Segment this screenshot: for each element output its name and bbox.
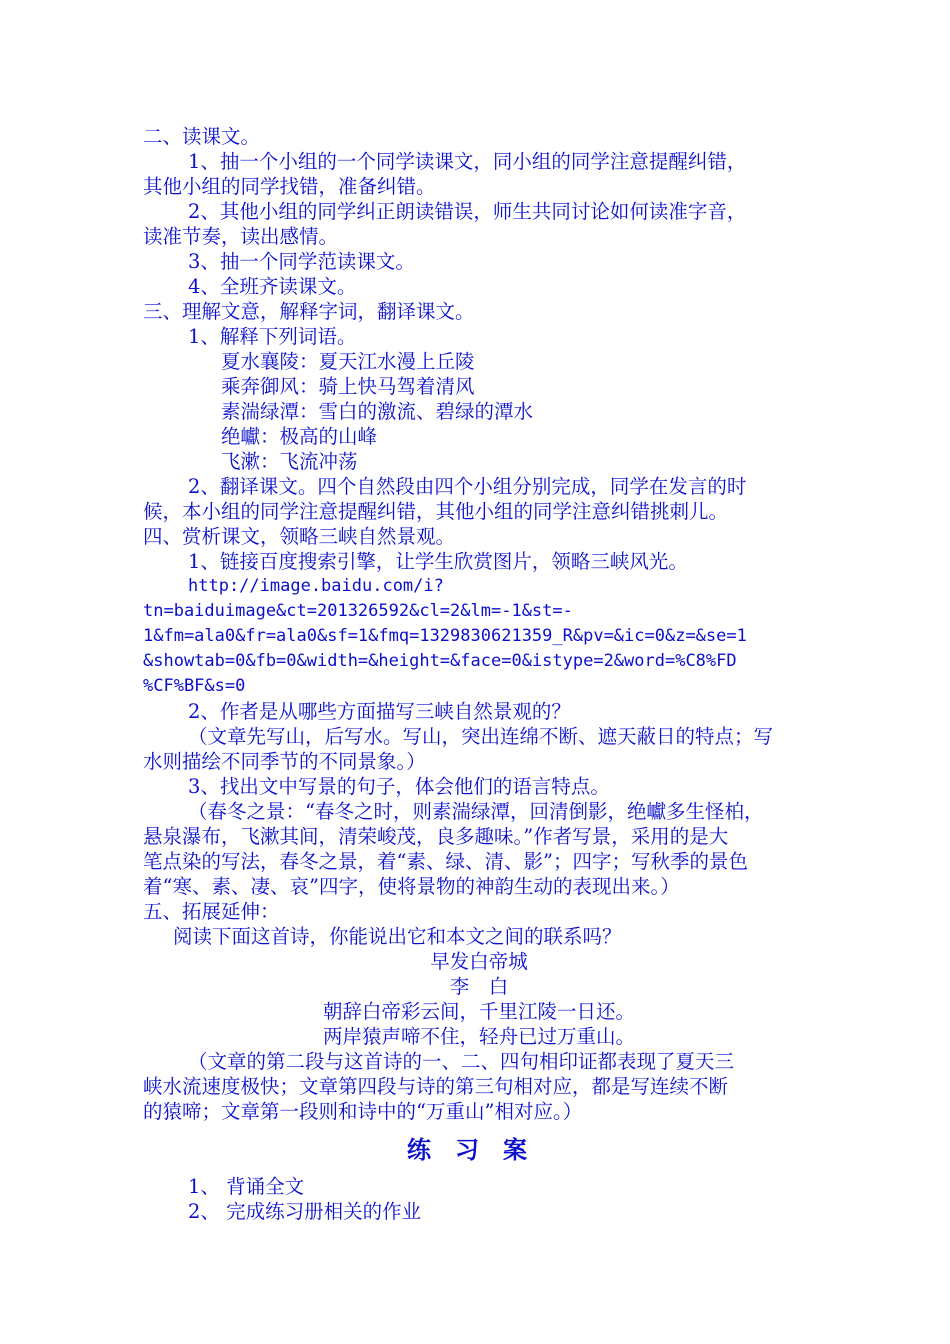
paragraph-line: 2、作者是从哪些方面描写三峡自然景观的？ bbox=[188, 700, 571, 723]
paragraph-line: 1、抽一个小组的一个同学读课文，同小组的同学注意提醒纠错， bbox=[188, 150, 747, 173]
poem-line: 两岸猿声啼不住，轻舟已过万重山。 bbox=[322, 1025, 635, 1048]
link-url-line[interactable]: tn=baiduimage&ct=201326592&cl=2&lm=-1&st=- bbox=[143, 601, 573, 621]
document-body bbox=[143, 124, 815, 1224]
section-heading: 四、赏析课文，领略三峡自然景观。 bbox=[143, 525, 456, 548]
paragraph-line: 3、抽一个同学范读课文。 bbox=[188, 250, 415, 273]
practice-title: 练习案 bbox=[407, 1135, 551, 1164]
paragraph-line: （春冬之景：“春冬之时，则素湍绿潭，回清倒影，绝巘多生怪柏， bbox=[188, 800, 764, 823]
paragraph-line: 的猿啼；文章第一段则和诗中的“万重山”相对应。） bbox=[143, 1100, 583, 1123]
practice-item: 2、 完成练习册相关的作业 bbox=[188, 1200, 422, 1223]
paragraph-line: 水则描绘不同季节的不同景象。） bbox=[143, 750, 426, 773]
paragraph-line: 1、解释下列词语。 bbox=[188, 325, 357, 348]
paragraph-line: 着“寒、素、凄、哀”四字，使将景物的神韵生动的表现出来。） bbox=[143, 875, 680, 898]
practice-item: 1、 背诵全文 bbox=[188, 1175, 305, 1198]
word-definition: 绝巘：极高的山峰 bbox=[221, 425, 378, 448]
poem-title: 早发白帝城 bbox=[430, 950, 528, 973]
word-definition: 飞漱：飞流冲荡 bbox=[221, 450, 358, 473]
link-url-line[interactable]: %CF%BF&s=0 bbox=[143, 676, 246, 696]
poem-line: 朝辞白帝彩云间，千里江陵一日还。 bbox=[322, 1000, 635, 1023]
section-heading: 五、拓展延伸： bbox=[143, 900, 280, 923]
paragraph-line: 笔点染的写法，春冬之景，着“素、绿、清、影”；四字；写秋季的景色 bbox=[143, 850, 748, 873]
word-definition: 乘奔御风：骑上快马驾着清风 bbox=[221, 375, 475, 398]
paragraph-line: 2、其他小组的同学纠正朗读错误，师生共同讨论如何读准字音， bbox=[188, 200, 747, 223]
paragraph-line: （文章的第二段与这首诗的一、二、四句相印证都表现了夏天三 bbox=[188, 1050, 735, 1073]
link-url-line[interactable]: http://image.baidu.com/i? bbox=[188, 576, 444, 596]
paragraph-line: 悬泉瀑布，飞漱其间，清荣峻茂，良多趣味。”作者写景，采用的是大 bbox=[143, 825, 729, 848]
paragraph-line: 候，本小组的同学注意提醒纠错，其他小组的同学注意纠错挑刺儿。 bbox=[143, 500, 729, 523]
paragraph-line: 1、链接百度搜索引擎，让学生欣赏图片，领略三峡风光。 bbox=[188, 550, 688, 573]
paragraph-line: 读准节奏，读出感情。 bbox=[143, 225, 339, 248]
word-definition: 素湍绿潭：雪白的激流、碧绿的潭水 bbox=[221, 400, 534, 423]
paragraph-line: 2、翻译课文。四个自然段由四个小组分别完成，同学在发言的时 bbox=[188, 475, 747, 498]
section-heading: 二、读课文。 bbox=[143, 125, 261, 148]
paragraph-line: 4、全班齐读课文。 bbox=[188, 275, 357, 298]
poem-author: 李 白 bbox=[449, 975, 509, 998]
paragraph-line: 阅读下面这首诗，你能说出它和本文之间的联系吗？ bbox=[173, 925, 622, 948]
link-url-line[interactable]: &showtab=0&fb=0&width=&height=&face=0&istype=2&word=%C8%FD bbox=[143, 651, 737, 671]
paragraph-line: 3、找出文中写景的句子，体会他们的语言特点。 bbox=[188, 775, 610, 798]
section-heading: 三、理解文意，解释字词，翻译课文。 bbox=[143, 300, 475, 323]
paragraph-line: 峡水流速度极快；文章第四段与诗的第三句相对应，都是写连续不断 bbox=[143, 1075, 729, 1098]
link-url-line[interactable]: 1&fm=ala0&fr=ala0&sf=1&fmq=1329830621359_R&pv=&ic=0&z=&se=1 bbox=[143, 626, 747, 646]
paragraph-line: 其他小组的同学找错，准备纠错。 bbox=[143, 175, 436, 198]
word-definition: 夏水襄陵：夏天江水漫上丘陵 bbox=[221, 350, 475, 373]
paragraph-line: （文章先写山，后写水。写山，突出连绵不断、遮天蔽日的特点；写 bbox=[188, 725, 774, 748]
